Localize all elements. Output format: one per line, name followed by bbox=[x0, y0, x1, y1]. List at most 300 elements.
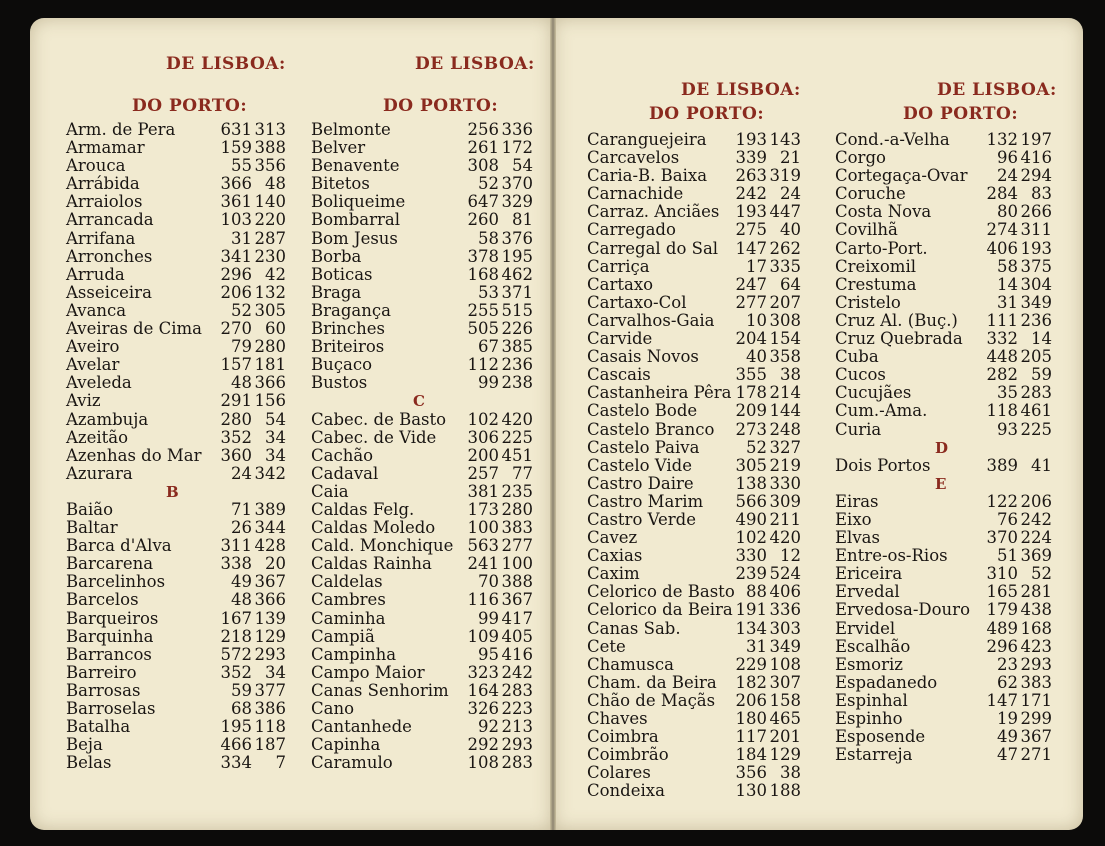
table-row bbox=[311, 248, 533, 266]
section-letter-row bbox=[835, 439, 1052, 457]
distance-lisboa: 102 bbox=[467, 409, 499, 429]
distance-lisboa: 76 bbox=[997, 509, 1018, 529]
distance-porto: 293 bbox=[254, 644, 286, 664]
entry-list bbox=[587, 131, 801, 800]
distance-porto: 154 bbox=[769, 329, 801, 349]
distance-porto: 451 bbox=[501, 445, 533, 465]
distance-lisboa: 52 bbox=[478, 174, 499, 194]
distance-porto: 21 bbox=[780, 148, 801, 168]
place-name: Boliqueime bbox=[311, 192, 406, 212]
place-name: Cond.-a-Velha bbox=[835, 130, 950, 149]
distance-porto: 38 bbox=[780, 763, 801, 783]
place-name: Cald. Monchique bbox=[311, 536, 454, 556]
distance-lisboa: 339 bbox=[735, 148, 767, 168]
distance-lisboa: 167 bbox=[220, 608, 252, 628]
place-name: Canas Sab. bbox=[587, 618, 681, 638]
distance-lisboa: 490 bbox=[735, 509, 767, 529]
table-row bbox=[587, 457, 801, 475]
table-row bbox=[835, 149, 1052, 167]
table-row bbox=[66, 754, 286, 772]
table-row bbox=[311, 664, 533, 682]
section-letter: B bbox=[166, 482, 179, 501]
table-row bbox=[311, 429, 533, 447]
table-row bbox=[587, 511, 801, 529]
column-1 bbox=[66, 0, 286, 773]
place-name: Carraz. Anciães bbox=[587, 202, 720, 222]
distance-lisboa: 173 bbox=[467, 499, 499, 519]
place-name: Canas Senhorim bbox=[311, 680, 449, 700]
distance-lisboa: 308 bbox=[467, 156, 499, 176]
distance-lisboa: 195 bbox=[220, 717, 252, 737]
distance-lisboa: 182 bbox=[735, 672, 767, 692]
distance-lisboa: 631 bbox=[220, 120, 252, 139]
distance-porto: 187 bbox=[254, 735, 286, 755]
distance-porto: 344 bbox=[254, 518, 286, 538]
table-row bbox=[835, 656, 1052, 674]
distance-lisboa: 49 bbox=[997, 727, 1018, 747]
distance-porto: 370 bbox=[501, 174, 533, 194]
table-row bbox=[835, 221, 1052, 239]
place-name: Capinha bbox=[311, 735, 381, 755]
table-row bbox=[587, 348, 801, 366]
place-name: Avelar bbox=[66, 355, 120, 375]
place-name: Cavez bbox=[587, 528, 638, 548]
place-name: Covilhã bbox=[835, 220, 898, 240]
table-row bbox=[835, 421, 1052, 439]
distance-porto: 283 bbox=[501, 753, 533, 773]
distance-porto: 181 bbox=[254, 355, 286, 375]
place-name: Belas bbox=[66, 753, 112, 773]
distance-lisboa: 31 bbox=[997, 292, 1018, 312]
place-name: Cristelo bbox=[835, 292, 901, 312]
table-row bbox=[66, 266, 286, 284]
place-name: Aveiro bbox=[66, 337, 120, 357]
table-row bbox=[311, 211, 533, 229]
distance-porto: 211 bbox=[769, 509, 801, 529]
distance-lisboa: 292 bbox=[467, 735, 499, 755]
entry-list bbox=[66, 121, 286, 772]
distance-lisboa: 193 bbox=[735, 202, 767, 222]
distance-porto: 304 bbox=[1020, 274, 1052, 294]
place-name: Aveiras de Cima bbox=[66, 319, 203, 339]
distance-porto: 34 bbox=[265, 445, 286, 465]
place-name: Esmoriz bbox=[835, 654, 903, 674]
distance-lisboa: 310 bbox=[986, 564, 1018, 584]
distance-porto: 225 bbox=[501, 427, 533, 447]
table-row bbox=[311, 465, 533, 483]
place-name: Armamar bbox=[66, 138, 145, 158]
place-name: Aviz bbox=[66, 391, 101, 411]
distance-lisboa: 88 bbox=[746, 582, 767, 602]
distance-porto: 371 bbox=[501, 282, 533, 302]
table-row bbox=[311, 646, 533, 664]
place-name: Campo Maior bbox=[311, 662, 425, 682]
distance-porto: 367 bbox=[501, 590, 533, 610]
distance-porto: 225 bbox=[1020, 419, 1052, 439]
distance-porto: 406 bbox=[769, 582, 801, 602]
distance-porto: 327 bbox=[769, 437, 801, 457]
place-name: Bragança bbox=[311, 300, 391, 320]
distance-lisboa: 284 bbox=[986, 184, 1018, 204]
place-name: Arruda bbox=[66, 264, 125, 284]
place-name: Belmonte bbox=[311, 120, 391, 139]
header-lisboa: DE LISBOA: bbox=[681, 80, 801, 100]
distance-porto: 59 bbox=[1031, 365, 1052, 385]
place-name: Cadaval bbox=[311, 463, 379, 483]
table-row bbox=[587, 656, 801, 674]
place-name: Carvide bbox=[587, 329, 653, 349]
distance-lisboa: 370 bbox=[986, 528, 1018, 548]
distance-porto: 223 bbox=[501, 699, 533, 718]
place-name: Azeitão bbox=[66, 427, 129, 447]
distance-lisboa: 260 bbox=[467, 210, 499, 230]
distance-porto: 238 bbox=[501, 373, 533, 393]
place-name: Arrancada bbox=[66, 210, 154, 230]
distance-lisboa: 108 bbox=[467, 753, 499, 773]
table-row bbox=[587, 764, 801, 782]
distance-lisboa: 255 bbox=[467, 300, 499, 320]
table-row bbox=[587, 565, 801, 583]
table-row bbox=[587, 601, 801, 619]
distance-porto: 417 bbox=[501, 608, 533, 628]
distance-porto: 388 bbox=[501, 572, 533, 592]
table-row bbox=[311, 682, 533, 700]
distance-lisboa: 273 bbox=[735, 419, 767, 439]
distance-lisboa: 24 bbox=[231, 463, 252, 483]
distance-lisboa: 239 bbox=[735, 564, 767, 584]
place-name: Chamusca bbox=[587, 654, 674, 674]
place-name: Bombarral bbox=[311, 210, 400, 230]
distance-porto: 143 bbox=[769, 130, 801, 149]
table-row bbox=[835, 529, 1052, 547]
place-name: Caria-B. Baixa bbox=[587, 166, 708, 186]
table-row bbox=[66, 429, 286, 447]
table-row bbox=[587, 746, 801, 764]
table-row bbox=[587, 384, 801, 402]
distance-porto: 230 bbox=[254, 246, 286, 266]
distance-lisboa: 338 bbox=[220, 554, 252, 574]
place-name: Barqueiros bbox=[66, 608, 159, 628]
distance-lisboa: 200 bbox=[467, 445, 499, 465]
distance-porto: 356 bbox=[254, 156, 286, 176]
place-name: Carvalhos-Gaia bbox=[587, 310, 715, 330]
table-row bbox=[835, 674, 1052, 692]
distance-lisboa: 99 bbox=[478, 373, 499, 393]
distance-lisboa: 263 bbox=[735, 166, 767, 186]
distance-lisboa: 179 bbox=[986, 600, 1018, 620]
distance-lisboa: 49 bbox=[231, 572, 252, 592]
distance-porto: 349 bbox=[769, 636, 801, 656]
place-name: Cuba bbox=[835, 347, 879, 367]
distance-lisboa: 99 bbox=[478, 608, 499, 628]
distance-porto: 40 bbox=[780, 220, 801, 240]
table-row bbox=[587, 312, 801, 330]
table-row bbox=[311, 193, 533, 211]
distance-porto: 438 bbox=[1020, 600, 1052, 620]
distance-lisboa: 67 bbox=[478, 337, 499, 357]
distance-porto: 235 bbox=[501, 481, 533, 501]
place-name: Benavente bbox=[311, 156, 400, 176]
distance-lisboa: 282 bbox=[986, 365, 1018, 385]
distance-lisboa: 366 bbox=[220, 174, 252, 194]
table-row bbox=[66, 175, 286, 193]
place-name: Esposende bbox=[835, 727, 926, 747]
distance-porto: 293 bbox=[1020, 654, 1052, 674]
table-row bbox=[835, 312, 1052, 330]
table-row bbox=[587, 421, 801, 439]
distance-lisboa: 17 bbox=[746, 256, 767, 276]
distance-lisboa: 323 bbox=[467, 662, 499, 682]
place-name: Barrancos bbox=[66, 644, 152, 664]
distance-lisboa: 355 bbox=[735, 365, 767, 385]
table-row bbox=[66, 139, 286, 157]
distance-porto: 132 bbox=[254, 282, 286, 302]
place-name: Ericeira bbox=[835, 564, 903, 584]
table-row bbox=[66, 573, 286, 591]
distance-lisboa: 296 bbox=[220, 264, 252, 284]
table-row bbox=[587, 583, 801, 601]
place-name: Coruche bbox=[835, 184, 906, 204]
table-row bbox=[311, 555, 533, 573]
place-name: Arrifana bbox=[66, 228, 136, 248]
table-row bbox=[587, 258, 801, 276]
table-row bbox=[835, 565, 1052, 583]
table-row bbox=[835, 384, 1052, 402]
table-row bbox=[835, 728, 1052, 746]
distance-lisboa: 58 bbox=[997, 256, 1018, 276]
place-name: Buçaco bbox=[311, 355, 373, 375]
distance-lisboa: 505 bbox=[467, 319, 499, 339]
distance-porto: 54 bbox=[512, 156, 533, 176]
distance-porto: 465 bbox=[769, 709, 801, 728]
distance-porto: 336 bbox=[769, 600, 801, 620]
distance-porto: 428 bbox=[254, 536, 286, 556]
distance-lisboa: 204 bbox=[735, 329, 767, 349]
distance-lisboa: 277 bbox=[735, 292, 767, 312]
table-row bbox=[587, 620, 801, 638]
distance-lisboa: 157 bbox=[220, 355, 252, 375]
distance-lisboa: 247 bbox=[735, 274, 767, 294]
distance-porto: 188 bbox=[769, 781, 801, 801]
distance-porto: 220 bbox=[254, 210, 286, 230]
distance-lisboa: 448 bbox=[986, 347, 1018, 367]
distance-lisboa: 378 bbox=[467, 246, 499, 266]
place-name: Castelo Paiva bbox=[587, 437, 700, 457]
distance-lisboa: 134 bbox=[735, 618, 767, 638]
table-row bbox=[587, 710, 801, 728]
distance-lisboa: 360 bbox=[220, 445, 252, 465]
distance-lisboa: 381 bbox=[467, 481, 499, 501]
table-row bbox=[66, 718, 286, 736]
distance-porto: 389 bbox=[254, 499, 286, 519]
place-name: Caxim bbox=[587, 564, 640, 584]
distance-porto: 224 bbox=[1020, 528, 1052, 548]
distance-porto: 129 bbox=[254, 626, 286, 646]
place-name: Coimbrão bbox=[587, 745, 669, 765]
place-name: Chão de Maçãs bbox=[587, 690, 716, 710]
distance-lisboa: 647 bbox=[467, 192, 499, 212]
distance-porto: 158 bbox=[769, 690, 801, 710]
place-name: Aveleda bbox=[66, 373, 132, 393]
table-row bbox=[311, 591, 533, 609]
place-name: Dois Portos bbox=[835, 455, 931, 475]
place-name: Cabec. de Vide bbox=[311, 427, 437, 447]
section-letter-row bbox=[311, 392, 533, 410]
place-name: Celorico da Beira bbox=[587, 600, 733, 620]
table-row bbox=[311, 754, 533, 772]
distance-porto: 416 bbox=[501, 644, 533, 664]
place-name: Batalha bbox=[66, 717, 131, 737]
header-porto: DO PORTO: bbox=[903, 104, 1019, 124]
table-row bbox=[587, 240, 801, 258]
distance-porto: 139 bbox=[254, 608, 286, 628]
place-name: Carto-Port. bbox=[835, 238, 928, 258]
distance-lisboa: 23 bbox=[997, 654, 1018, 674]
distance-lisboa: 24 bbox=[997, 166, 1018, 186]
table-row bbox=[587, 366, 801, 384]
place-name: Barca d'Alva bbox=[66, 536, 172, 556]
distance-lisboa: 102 bbox=[735, 528, 767, 548]
table-row bbox=[311, 139, 533, 157]
place-name: Azenhas do Mar bbox=[66, 445, 202, 465]
distance-porto: 420 bbox=[501, 409, 533, 429]
distance-porto: 294 bbox=[1020, 166, 1052, 186]
table-row bbox=[311, 573, 533, 591]
distance-porto: 129 bbox=[769, 745, 801, 765]
distance-porto: 156 bbox=[254, 391, 286, 411]
place-name: Entre-os-Rios bbox=[835, 546, 948, 566]
distance-lisboa: 47 bbox=[997, 745, 1018, 765]
section-letter: C bbox=[413, 392, 425, 411]
column-2 bbox=[311, 0, 535, 773]
distance-porto: 193 bbox=[1020, 238, 1052, 258]
place-name: Estarreja bbox=[835, 745, 913, 765]
place-name: Castelo Bode bbox=[587, 401, 698, 421]
distance-lisboa: 112 bbox=[467, 355, 499, 375]
table-row bbox=[587, 728, 801, 746]
place-name: Ervedosa-Douro bbox=[835, 600, 971, 620]
place-name: Barroselas bbox=[66, 699, 156, 718]
place-name: Barrosas bbox=[66, 680, 141, 700]
distance-porto: 515 bbox=[501, 300, 533, 320]
header-lisboa: DE LISBOA: bbox=[166, 54, 286, 74]
distance-lisboa: 229 bbox=[735, 654, 767, 674]
distance-lisboa: 122 bbox=[986, 491, 1018, 511]
distance-porto: 201 bbox=[769, 727, 801, 747]
distance-porto: 405 bbox=[501, 626, 533, 646]
distance-lisboa: 159 bbox=[220, 138, 252, 158]
distance-porto: 271 bbox=[1020, 745, 1052, 765]
place-name: Azambuja bbox=[66, 409, 149, 429]
distance-porto: 385 bbox=[501, 337, 533, 357]
distance-lisboa: 111 bbox=[986, 310, 1018, 330]
distance-lisboa: 55 bbox=[231, 156, 252, 176]
table-row bbox=[66, 700, 286, 718]
distance-porto: 329 bbox=[501, 192, 533, 212]
place-name: Cabec. de Basto bbox=[311, 409, 447, 429]
header-lisboa: DE LISBOA: bbox=[937, 80, 1057, 100]
table-row bbox=[311, 537, 533, 555]
place-name: Avanca bbox=[66, 300, 127, 320]
distance-lisboa: 180 bbox=[735, 709, 767, 728]
table-row bbox=[835, 620, 1052, 638]
table-row bbox=[66, 121, 286, 139]
table-row bbox=[835, 511, 1052, 529]
table-row bbox=[587, 330, 801, 348]
distance-porto: 64 bbox=[780, 274, 801, 294]
table-row bbox=[587, 294, 801, 312]
distance-lisboa: 206 bbox=[220, 282, 252, 302]
distance-porto: 330 bbox=[769, 473, 801, 493]
table-row bbox=[835, 547, 1052, 565]
distance-porto: 287 bbox=[254, 228, 286, 248]
distance-porto: 383 bbox=[1020, 672, 1052, 692]
place-name: Arronches bbox=[66, 246, 153, 266]
place-name: Eixo bbox=[835, 509, 872, 529]
distance-lisboa: 48 bbox=[231, 373, 252, 393]
distance-porto: 377 bbox=[254, 680, 286, 700]
place-name: Barquinha bbox=[66, 626, 154, 646]
place-name: Caia bbox=[311, 481, 349, 501]
place-name: Cum.-Ama. bbox=[835, 401, 928, 421]
place-name: Barcarena bbox=[66, 554, 154, 574]
place-name: Chaves bbox=[587, 709, 648, 728]
table-row bbox=[835, 330, 1052, 348]
section-letter: E bbox=[935, 474, 947, 493]
distance-lisboa: 489 bbox=[986, 618, 1018, 638]
distance-lisboa: 70 bbox=[478, 572, 499, 592]
place-name: Bustos bbox=[311, 373, 368, 393]
table-row bbox=[66, 555, 286, 573]
place-name: Castro Verde bbox=[587, 509, 697, 529]
distance-porto: 24 bbox=[780, 184, 801, 204]
distance-porto: 205 bbox=[1020, 347, 1052, 367]
distance-lisboa: 352 bbox=[220, 427, 252, 447]
table-row bbox=[311, 628, 533, 646]
table-row bbox=[835, 583, 1052, 601]
distance-lisboa: 178 bbox=[735, 383, 767, 403]
place-name: Ervidel bbox=[835, 618, 896, 638]
place-name: Cambres bbox=[311, 590, 386, 610]
table-row bbox=[587, 692, 801, 710]
distance-porto: 144 bbox=[769, 401, 801, 421]
table-row bbox=[66, 284, 286, 302]
distance-porto: 277 bbox=[501, 536, 533, 556]
table-row bbox=[587, 185, 801, 203]
distance-lisboa: 35 bbox=[997, 383, 1018, 403]
distance-lisboa: 80 bbox=[997, 202, 1018, 222]
distance-porto: 262 bbox=[769, 238, 801, 258]
place-name: Cruz Al. (Buç.) bbox=[835, 310, 958, 330]
distance-lisboa: 191 bbox=[735, 600, 767, 620]
distance-porto: 375 bbox=[1020, 256, 1052, 276]
distance-lisboa: 352 bbox=[220, 662, 252, 682]
table-row bbox=[587, 131, 801, 149]
distance-porto: 171 bbox=[1020, 690, 1052, 710]
place-name: Braga bbox=[311, 282, 362, 302]
table-row bbox=[311, 338, 533, 356]
table-row bbox=[835, 601, 1052, 619]
distance-porto: 420 bbox=[769, 528, 801, 548]
distance-porto: 335 bbox=[769, 256, 801, 276]
distance-lisboa: 130 bbox=[735, 781, 767, 801]
distance-porto: 12 bbox=[780, 546, 801, 566]
distance-lisboa: 132 bbox=[986, 130, 1018, 149]
distance-lisboa: 274 bbox=[986, 220, 1018, 240]
table-row bbox=[66, 411, 286, 429]
place-name: Boticas bbox=[311, 264, 373, 284]
place-name: Cortegaça-Ovar bbox=[835, 166, 968, 186]
